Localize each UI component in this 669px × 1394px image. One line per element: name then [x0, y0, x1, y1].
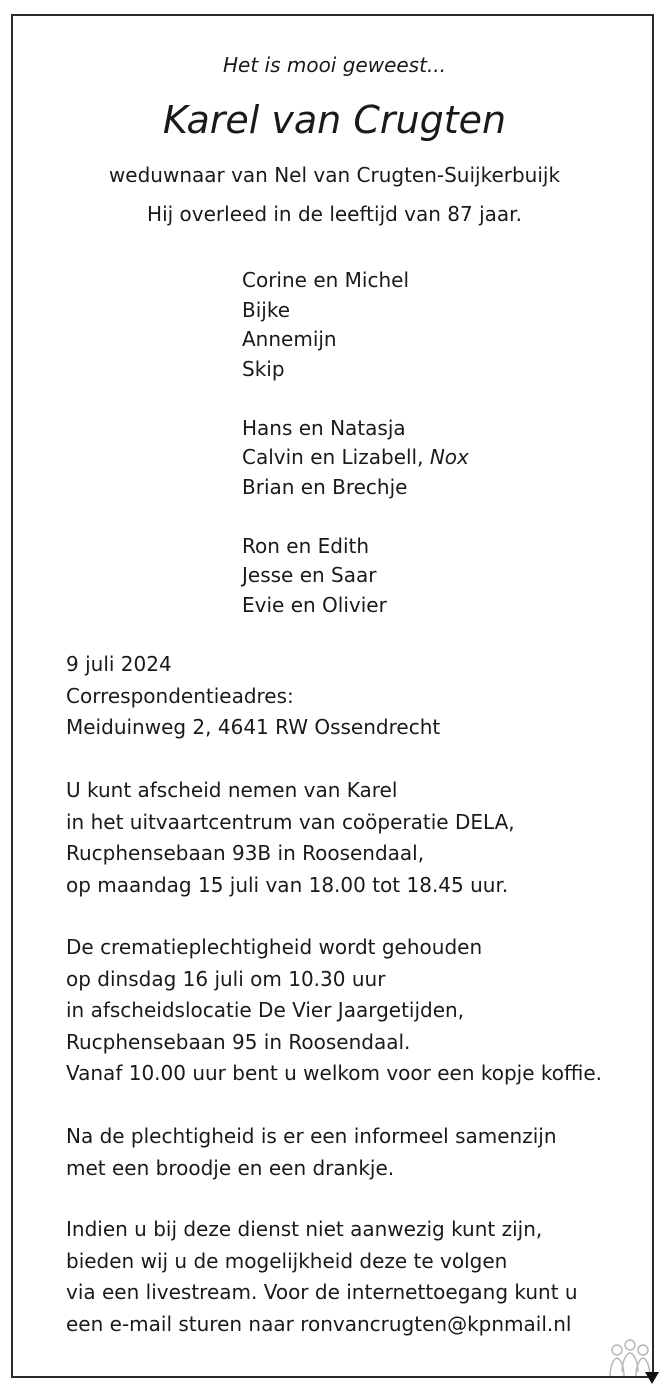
address-line: Meiduinweg 2, 4641 RW Ossendrecht — [66, 715, 441, 739]
family-member: Brian en Brechje — [242, 474, 408, 499]
family-member: Corine en Michel — [242, 268, 410, 292]
family-member: Skip — [242, 356, 285, 381]
family-member-main: Calvin en Lizabell, — [242, 445, 424, 469]
ceremony-block — [66, 932, 602, 1090]
family-spacer — [242, 502, 469, 532]
family-member: Evie en Olivier — [242, 592, 387, 617]
family-member-italic: Nox — [429, 445, 469, 469]
text-line: in het uitvaartcentrum van coöperatie DELA, — [66, 809, 515, 834]
text-line: Na de plechtigheid is er een informeel samenzijn — [66, 1124, 557, 1148]
family-member: Annemijn — [242, 327, 337, 351]
date-line: 9 juli 2024 — [66, 652, 172, 676]
family-member: Jesse en Saar — [242, 563, 377, 587]
text-line: U kunt afscheid nemen van Karel — [66, 778, 398, 802]
text-line: Rucphensebaan 95 in Roosendaal. — [66, 1029, 411, 1054]
details-block — [66, 649, 440, 744]
deceased-name: Karel van Crugten — [162, 98, 507, 142]
family-spacer — [242, 384, 469, 414]
text-line: Vanaf 10.00 uur bent u welkom voor een kopje koffie. — [66, 1061, 602, 1085]
address-label: Correspondentieadres: — [66, 683, 294, 708]
text-line: Rucphensebaan 93B in Roosendaal, — [66, 841, 425, 865]
age-line: Hij overleed in de leeftijd van 87 jaar. — [147, 202, 522, 226]
text-line: bieden wij u de mogelijkheid deze te volgen — [66, 1248, 508, 1273]
text-line: Indien u bij deze dienst niet aanwezig kunt zijn, — [66, 1217, 543, 1241]
text-line: op dinsdag 16 juli om 10.30 uur — [66, 966, 386, 991]
family-member — [242, 443, 469, 473]
family-list — [242, 266, 469, 620]
family-member: Bijke — [242, 297, 291, 322]
family-member: Hans en Natasja — [242, 415, 406, 440]
farewell-block — [66, 775, 515, 901]
text-line: in afscheidslocatie De Vier Jaargetijden, — [66, 998, 465, 1022]
relation-line: weduwnaar van Nel van Crugten-Suijkerbuijk — [108, 163, 561, 187]
text-line: De crematieplechtigheid wordt gehouden — [66, 935, 483, 959]
gathering-block — [66, 1121, 557, 1184]
arrow-down-icon — [645, 1372, 659, 1384]
text-line: met een broodje en een drankje. — [66, 1155, 395, 1180]
motto: Het is mooi geweest... — [222, 53, 447, 77]
family-member: Ron en Edith — [242, 533, 370, 558]
text-line: een e-mail sturen naar ronvancrugten@kpnmail.nl — [66, 1311, 572, 1336]
livestream-block — [66, 1214, 578, 1340]
text-line: op maandag 15 juli van 18.00 tot 18.45 uur. — [66, 872, 509, 897]
text-line: via een livestream. Voor de internettoegang kunt u — [66, 1280, 578, 1304]
